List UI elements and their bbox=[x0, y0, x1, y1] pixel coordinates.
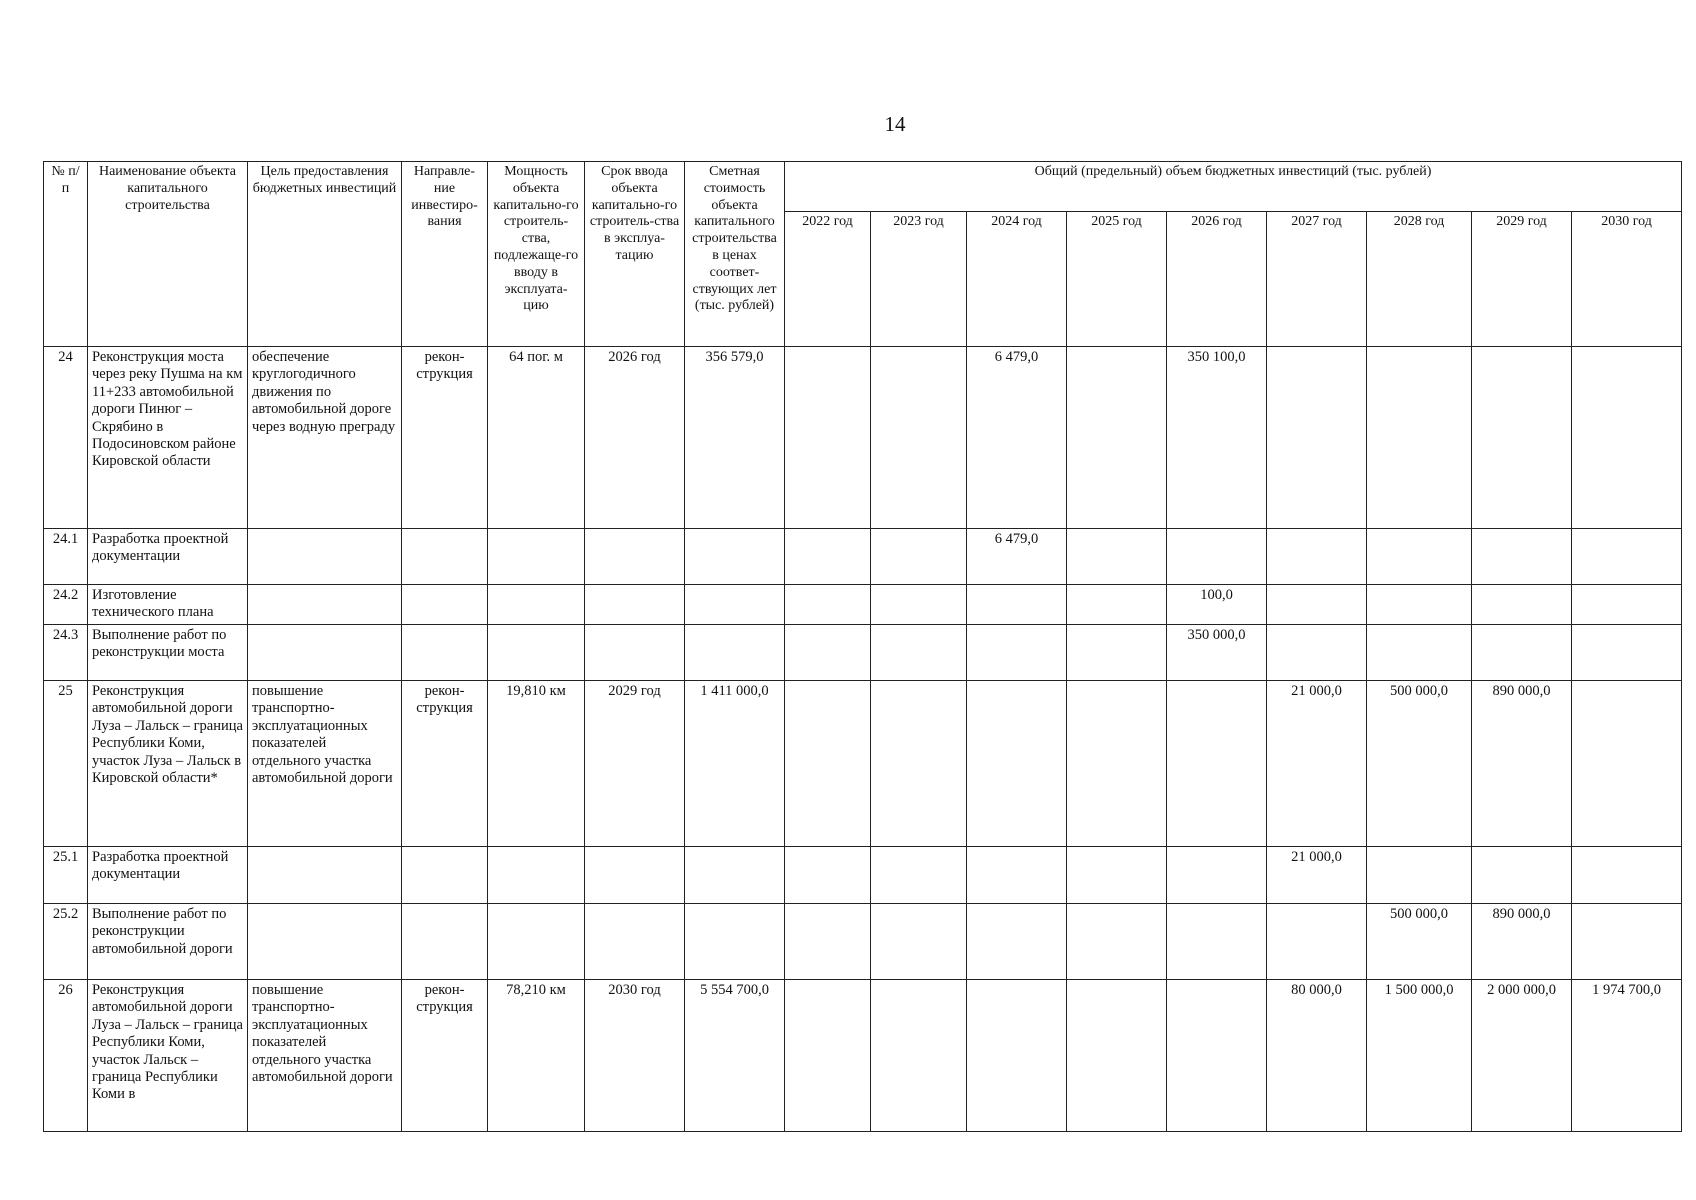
row-num: 24.3 bbox=[44, 625, 88, 681]
table-row bbox=[44, 681, 1682, 847]
row-num: 26 bbox=[44, 980, 88, 1132]
row-term bbox=[585, 625, 685, 681]
row-name: Разработка проектной документации bbox=[88, 529, 248, 585]
header-year: 2025 год bbox=[1067, 212, 1167, 347]
row-value bbox=[785, 529, 871, 585]
row-num: 25 bbox=[44, 681, 88, 847]
row-value bbox=[1067, 529, 1167, 585]
row-direction: рекон-струкция bbox=[402, 681, 488, 847]
row-value: 350 000,0 bbox=[1167, 625, 1267, 681]
row-direction: рекон-струкция bbox=[402, 347, 488, 529]
row-value: 1 500 000,0 bbox=[1367, 980, 1472, 1132]
header-year: 2022 год bbox=[785, 212, 871, 347]
row-term bbox=[585, 529, 685, 585]
row-value bbox=[1067, 681, 1167, 847]
row-cost: 1 411 000,0 bbox=[685, 681, 785, 847]
row-capacity bbox=[488, 847, 585, 904]
row-value bbox=[1067, 625, 1167, 681]
row-cost: 5 554 700,0 bbox=[685, 980, 785, 1132]
budget-investment-table bbox=[43, 161, 1682, 1132]
row-value: 1 974 700,0 bbox=[1572, 980, 1682, 1132]
row-name: Изготовление технического плана bbox=[88, 585, 248, 625]
row-value bbox=[1267, 529, 1367, 585]
row-term bbox=[585, 904, 685, 980]
row-direction bbox=[402, 847, 488, 904]
row-value bbox=[1167, 847, 1267, 904]
row-value: 500 000,0 bbox=[1367, 681, 1472, 847]
row-capacity: 19,810 км bbox=[488, 681, 585, 847]
row-direction bbox=[402, 904, 488, 980]
row-value bbox=[1367, 347, 1472, 529]
table-row bbox=[44, 585, 1682, 625]
row-value bbox=[785, 347, 871, 529]
row-direction: рекон-струкция bbox=[402, 980, 488, 1132]
row-term: 2029 год bbox=[585, 681, 685, 847]
row-value bbox=[1472, 625, 1572, 681]
row-goal bbox=[248, 904, 402, 980]
header-year: 2026 год bbox=[1167, 212, 1267, 347]
row-goal: обеспечение круглогодичного движения по автомобильной дороге через водную преграду bbox=[248, 347, 402, 529]
row-value bbox=[1572, 681, 1682, 847]
row-goal: повышение транспортно-эксплуатационных показателей отдельного участка автомобильной дороги bbox=[248, 681, 402, 847]
row-value: 80 000,0 bbox=[1267, 980, 1367, 1132]
row-goal bbox=[248, 585, 402, 625]
header-year: 2023 год bbox=[871, 212, 967, 347]
row-value: 890 000,0 bbox=[1472, 681, 1572, 847]
row-num: 24.2 bbox=[44, 585, 88, 625]
row-value bbox=[1367, 847, 1472, 904]
table-row bbox=[44, 847, 1682, 904]
row-goal: повышение транспортно-эксплуатационных показателей отдельного участка автомобильной дороги bbox=[248, 980, 402, 1132]
row-value bbox=[785, 847, 871, 904]
header-row bbox=[44, 162, 1682, 212]
row-capacity bbox=[488, 585, 585, 625]
row-value: 350 100,0 bbox=[1167, 347, 1267, 529]
row-value bbox=[871, 904, 967, 980]
row-name: Выполнение работ по реконструкции автомобильной дороги bbox=[88, 904, 248, 980]
row-goal bbox=[248, 625, 402, 681]
row-value: 6 479,0 bbox=[967, 347, 1067, 529]
row-value bbox=[1267, 347, 1367, 529]
row-value bbox=[1472, 529, 1572, 585]
row-value bbox=[871, 529, 967, 585]
table-row bbox=[44, 904, 1682, 980]
row-capacity bbox=[488, 625, 585, 681]
row-value bbox=[1067, 904, 1167, 980]
row-name: Выполнение работ по реконструкции моста bbox=[88, 625, 248, 681]
row-value bbox=[871, 347, 967, 529]
header-capacity: Мощность объекта капитально-го строитель-ства, подлежаще-го вводу в эксплуата-цию bbox=[488, 162, 585, 347]
row-num: 25.2 bbox=[44, 904, 88, 980]
row-direction bbox=[402, 625, 488, 681]
row-value bbox=[967, 904, 1067, 980]
header-name: Наименование объекта капитального строительства bbox=[88, 162, 248, 347]
header-year: 2027 год bbox=[1267, 212, 1367, 347]
row-value bbox=[967, 681, 1067, 847]
row-capacity: 78,210 км bbox=[488, 980, 585, 1132]
row-term: 2030 год bbox=[585, 980, 685, 1132]
row-value: 2 000 000,0 bbox=[1472, 980, 1572, 1132]
page-number: 14 bbox=[884, 112, 906, 136]
row-value bbox=[871, 681, 967, 847]
row-cost bbox=[685, 847, 785, 904]
row-num: 25.1 bbox=[44, 847, 88, 904]
row-num: 24 bbox=[44, 347, 88, 529]
row-value bbox=[967, 980, 1067, 1132]
row-value bbox=[871, 585, 967, 625]
row-value bbox=[1572, 347, 1682, 529]
row-value bbox=[1367, 585, 1472, 625]
header-direction: Направле-ние инвестиро-вания bbox=[402, 162, 488, 347]
row-value bbox=[1367, 529, 1472, 585]
row-value bbox=[1167, 529, 1267, 585]
row-value bbox=[1267, 585, 1367, 625]
row-direction bbox=[402, 529, 488, 585]
row-value: 21 000,0 bbox=[1267, 847, 1367, 904]
row-value: 500 000,0 bbox=[1367, 904, 1472, 980]
row-value bbox=[1267, 625, 1367, 681]
row-value bbox=[1267, 904, 1367, 980]
row-direction bbox=[402, 585, 488, 625]
row-value bbox=[785, 681, 871, 847]
row-value bbox=[785, 904, 871, 980]
table-row bbox=[44, 625, 1682, 681]
header-year: 2030 год bbox=[1572, 212, 1682, 347]
row-name: Реконструкция автомобильной дороги Луза – Лальск – граница Республики Коми, участок Лальск – граница Республики Коми в bbox=[88, 980, 248, 1132]
row-value bbox=[785, 585, 871, 625]
row-goal bbox=[248, 529, 402, 585]
header-investment: Общий (предельный) объем бюджетных инвестиций (тыс. рублей) bbox=[785, 162, 1682, 212]
row-capacity bbox=[488, 904, 585, 980]
header-num: № п/п bbox=[44, 162, 88, 347]
row-cost bbox=[685, 904, 785, 980]
header-year: 2024 год bbox=[967, 212, 1067, 347]
header-year: 2028 год bbox=[1367, 212, 1472, 347]
row-value bbox=[1067, 847, 1167, 904]
row-value bbox=[1572, 904, 1682, 980]
row-cost: 356 579,0 bbox=[685, 347, 785, 529]
row-value bbox=[1167, 681, 1267, 847]
row-value: 6 479,0 bbox=[967, 529, 1067, 585]
row-value bbox=[785, 980, 871, 1132]
row-value bbox=[1572, 529, 1682, 585]
row-name: Реконструкция автомобильной дороги Луза – Лальск – граница Республики Коми, участок Луза – Лальск в Кировской области* bbox=[88, 681, 248, 847]
header-cost: Сметная стоимость объекта капитального строительства в ценах соответ-ствующих лет (тыс. рублей) bbox=[685, 162, 785, 347]
header-goal: Цель предоставления бюджетных инвестиций bbox=[248, 162, 402, 347]
row-value bbox=[871, 847, 967, 904]
row-value bbox=[1472, 585, 1572, 625]
row-value bbox=[1572, 585, 1682, 625]
row-value bbox=[1067, 347, 1167, 529]
row-cost bbox=[685, 529, 785, 585]
row-value bbox=[1472, 347, 1572, 529]
row-value bbox=[967, 625, 1067, 681]
header-term: Срок ввода объекта капитально-го строитель-ства в эксплуа-тацию bbox=[585, 162, 685, 347]
row-capacity: 64 пог. м bbox=[488, 347, 585, 529]
row-value: 100,0 bbox=[1167, 585, 1267, 625]
row-term bbox=[585, 847, 685, 904]
row-value bbox=[871, 625, 967, 681]
row-name: Разработка проектной документации bbox=[88, 847, 248, 904]
row-value bbox=[1167, 904, 1267, 980]
header-year: 2029 год bbox=[1472, 212, 1572, 347]
table-row bbox=[44, 980, 1682, 1132]
row-num: 24.1 bbox=[44, 529, 88, 585]
row-value bbox=[1167, 980, 1267, 1132]
row-value bbox=[785, 625, 871, 681]
row-value bbox=[1572, 625, 1682, 681]
row-cost bbox=[685, 585, 785, 625]
row-value bbox=[967, 585, 1067, 625]
row-value: 890 000,0 bbox=[1472, 904, 1572, 980]
row-value bbox=[967, 847, 1067, 904]
row-value bbox=[1067, 585, 1167, 625]
row-cost bbox=[685, 625, 785, 681]
row-value bbox=[1067, 980, 1167, 1132]
table-row bbox=[44, 347, 1682, 529]
row-term: 2026 год bbox=[585, 347, 685, 529]
row-value bbox=[1572, 847, 1682, 904]
row-value bbox=[1367, 625, 1472, 681]
table-row bbox=[44, 529, 1682, 585]
row-goal bbox=[248, 847, 402, 904]
row-name: Реконструкция моста через реку Пушма на км 11+233 автомобильной дороги Пинюг – Скрябино в Подосиновском районе Кировской области bbox=[88, 347, 248, 529]
row-value bbox=[871, 980, 967, 1132]
row-capacity bbox=[488, 529, 585, 585]
row-value: 21 000,0 bbox=[1267, 681, 1367, 847]
row-value bbox=[1472, 847, 1572, 904]
row-term bbox=[585, 585, 685, 625]
